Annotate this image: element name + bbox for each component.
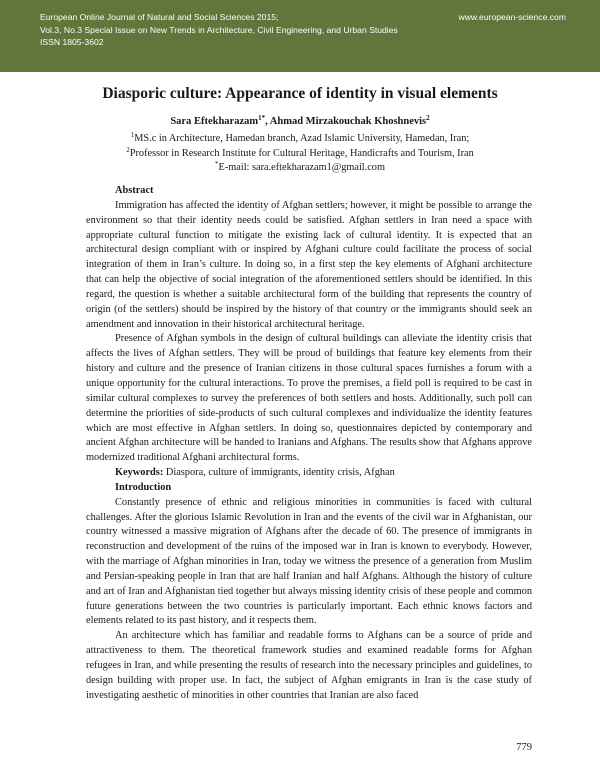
author-separator: ,: [265, 116, 270, 127]
affiliation-2: [0, 148, 600, 159]
abstract-paragraph-2: Presence of Afghan symbols in the design of cultural buildings can alleviate the identity crisis that affects the lives of Afghan settlers. They will be proud of buildings that feature key elements from their history and culture and the presence of Iranian citizens in those cultural spaces furnishes a forum with a unique opportunity for the cultural interactions. To prove the premises, a field poll is required to be cast in similar cultural complexes to survey the preferences of both settlers and hosts. Additionally, such poll can determine the priorities of side-products of such cultural complexes and individualize the identity features which are most effective in Afghan settlers. In doing so, questionnaires depicted by contemporary and ancient Afghan architecture will be handed to Iranians and Afghans. The results show that Afghans approve modernized traditional Afghani architectural forms.: [86, 333, 532, 464]
corresponding-email: [0, 162, 600, 173]
journal-name: European Online Journal of Natural and Social Sciences 2015;: [40, 12, 279, 22]
keywords-label: Keywords:: [115, 467, 164, 479]
paper-body: [86, 184, 532, 704]
paper-title: Diasporic culture: Appearance of identity in visual elements: [102, 85, 498, 102]
introduction-paragraph-2: An architecture which has familiar and readable forms to Afghans can be a source of pride and attractiveness to them. The theoretical framework studies and examined readable forms for Afghan refugees in Iran, and while presenting the results of research into the necessary principles and guidelines, to design building with proper use. In fact, the subject of Afghan emigrants in Iran is the case study of investigating aesthetic of minorities in other countries that Iranian are also faced: [86, 630, 532, 701]
journal-issn: ISSN 1805-3602: [40, 37, 104, 47]
affiliation-2-text: Professor in Research Institute for Cultural Heritage, Handicrafts and Tourism, Iran: [129, 148, 474, 159]
affiliation-1-marker: 1: [130, 131, 135, 139]
corresponding-marker: *: [215, 160, 219, 168]
introduction-paragraph-1: Constantly presence of ethnic and religious minorities in communities is faced with cultural challenges. After the glorious Islamic Revolution in Iran and the events of the civil war in Afghanistan, our country witnessed a massive migration of Afghans after the decade of 60. The presence of immigrants in reconstruction and development of the ruins of the imposed war in Iran is known to everybody. However, with the marriage of Afghan minorities in Iran, today we witness the presence of a generation from Muslim and Persian-speaking people in Iran that are half Iranian and half Afghans. Although the history of culture and art of Iran and Afghanistan tied together but always missing identity crisis of these people and common future generations between the two countries is particularly important. Each ethnic knows factors and elements related to its past history, and it respects them.: [86, 496, 532, 627]
journal-website[interactable]: www.european-science.com: [458, 12, 566, 22]
keywords-text: Diaspora, culture of immigrants, identity crisis, Afghan: [163, 467, 395, 479]
keywords-line: [86, 466, 532, 481]
corresponding-email-text[interactable]: E-mail: sara.eftekharazam1@gmail.com: [218, 162, 385, 173]
affiliation-1: [0, 133, 600, 144]
author-line: [0, 116, 600, 127]
author-1-marker: 1*: [258, 114, 266, 122]
affiliation-1-text: MS.c in Architecture, Hamedan branch, Azad Islamic University, Hamedan, Iran;: [134, 133, 470, 144]
author-2: Ahmad Mirzakouchak Khoshnevis: [269, 116, 427, 127]
author-1: Sara Eftekharazam: [170, 116, 259, 127]
page-number: 779: [516, 742, 532, 753]
author-2-marker: 2: [426, 114, 430, 122]
introduction-heading: Introduction: [115, 481, 172, 493]
abstract-paragraph-1: Immigration has affected the identity of Afghan settlers; however, it might be possible to arrange the environment so that their identity needs could be satisfied. Afghan settlers in Iran need a space with appropriate cultural function to mitigate the existing lack of cultural identity. It is expected that an architectural design compliant with or inspired by Afghani culture could facilitate the process of social integration of them in Iran’s culture. In doing so, in a first step the key elements of Afghani architecture that can help the objective of social integration of the aforementioned settlers should be identified. In this regard, the question is whether a suitable architectural form of the building that represents the country of origin (of the settlers) should be inspired by the history of that country or the immigrants should seek an amendment and innovation in their historical architectural heritage.: [86, 199, 532, 330]
affiliation-2-marker: 2: [126, 146, 130, 154]
abstract-heading: Abstract: [115, 185, 154, 196]
journal-header: [0, 0, 600, 72]
journal-issue: Vol.3, No.3 Special Issue on New Trends in Architecture, Civil Engineering, and Urban Studies: [40, 24, 398, 35]
